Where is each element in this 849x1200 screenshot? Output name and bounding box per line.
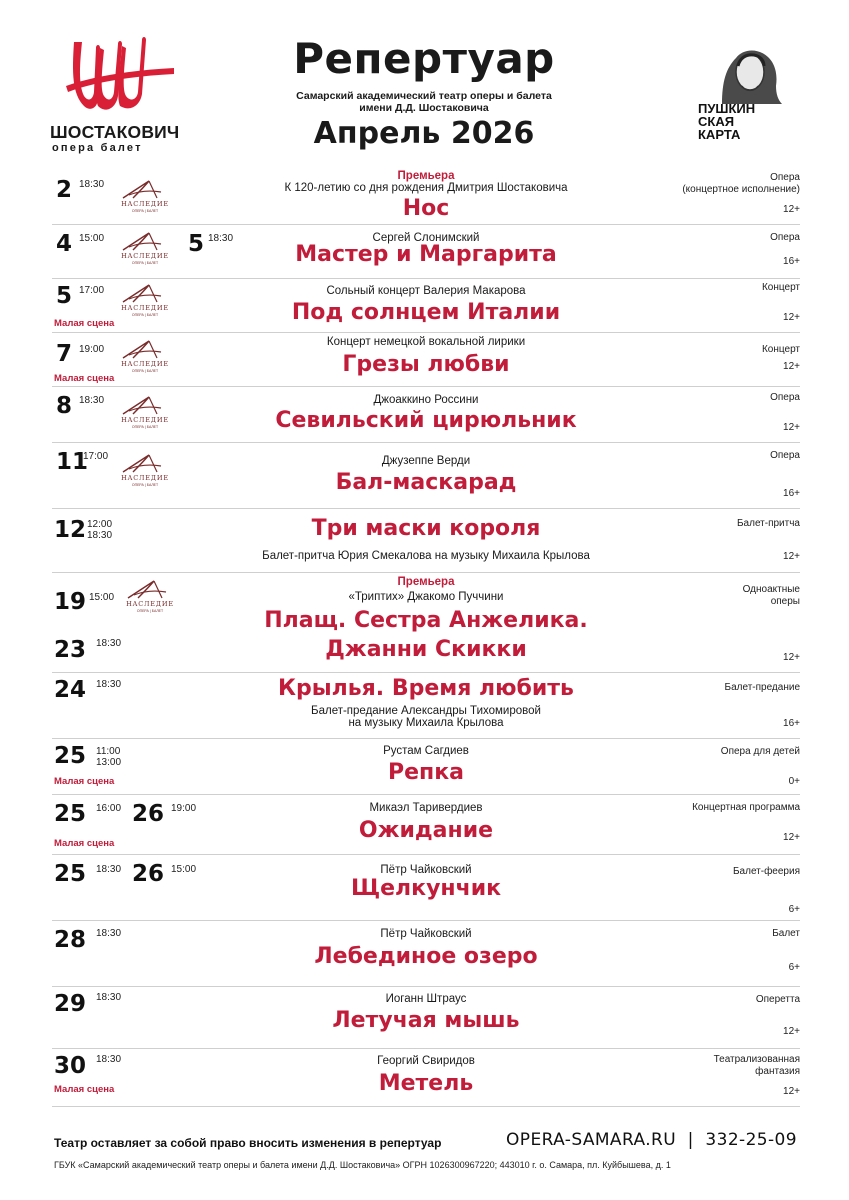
age-rating: 16+ [783, 488, 800, 499]
naslediye-triangle-icon [115, 178, 175, 200]
naslediye-logo: НАСЛЕДИЕ ОПЕРА | БАЛЕТ [115, 230, 175, 270]
event-day-b: 23 [54, 637, 87, 663]
event-title-line2: Джанни Скикки [325, 637, 527, 662]
event-time: 17:00 [79, 285, 105, 296]
event-genre: Концерт [761, 344, 800, 355]
event-genre: Оперетта [755, 994, 800, 1005]
event-day: 8 [56, 393, 73, 419]
event-title: Репка [387, 760, 465, 785]
event-day: 12 [54, 517, 87, 543]
small-stage-label: Малая сцена [54, 838, 115, 849]
event-day: 30 [54, 1053, 87, 1079]
event-row-8 [52, 672, 800, 739]
footer-disclaimer: Театр оставляет за собой право вносить изменения в репертуар [54, 1136, 442, 1150]
logo-name: ШОСТАКОВИЧ [50, 122, 180, 142]
pushkin-portrait-icon [692, 42, 804, 104]
event-time: 15:00 [79, 233, 105, 244]
age-rating: 12+ [783, 312, 800, 323]
event-title: Нос [402, 196, 450, 221]
event-genre: Опера [770, 450, 800, 461]
event-author: К 120-летию со дня рождения Дмитрия Шостаковича [284, 182, 568, 194]
event-note: Балет-притча Юрия Смекалова на музыку Михаила Крылова [262, 550, 590, 562]
event-row-0 [52, 170, 800, 225]
age-rating: 12+ [783, 551, 800, 562]
event-genre: Театрализованная фантазия [713, 1054, 800, 1077]
naslediye-triangle-icon [115, 230, 175, 252]
event-row-2 [52, 278, 800, 333]
event-time: 18:30 [96, 679, 122, 690]
naslediye-triangle-icon [115, 394, 175, 416]
event-row-11 [52, 854, 800, 921]
page-title: Репертуар [293, 34, 555, 83]
event-title: Щелкунчик [350, 876, 502, 901]
event-author: Микаэл Таривердиев [369, 802, 483, 814]
event-title: Плащ. Сестра Анжелика. [264, 608, 588, 633]
event-day: 25 [54, 861, 87, 887]
premiere-label: Премьера [397, 576, 455, 588]
age-rating: 0+ [788, 776, 800, 787]
event-title: Севильский цирюльник [275, 408, 577, 433]
event-time: 18:30 [96, 1054, 122, 1065]
event-day: 4 [56, 231, 73, 257]
age-rating: 6+ [788, 904, 800, 915]
event-genre: Балет [772, 928, 800, 939]
event-time: 12:00 18:30 [87, 519, 113, 541]
event-time: 19:00 [79, 344, 105, 355]
naslediye-logo: НАСЛЕДИЕ ОПЕРА | БАЛЕТ [115, 452, 175, 492]
event-genre: Концертная программа [692, 802, 800, 813]
event-day-2: 5 [188, 231, 205, 257]
naslediye-logo: НАСЛЕДИЕ ОПЕРА | БАЛЕТ [115, 282, 175, 322]
event-genre: Балет-притча [736, 518, 800, 529]
event-row-4 [52, 386, 800, 443]
small-stage-label: Малая сцена [54, 1084, 115, 1095]
event-day: 19 [54, 589, 87, 615]
event-day: 2 [56, 177, 73, 203]
event-title: Крылья. Время любить [278, 676, 574, 701]
event-time-2: 18:30 [208, 233, 234, 244]
event-row-12 [52, 920, 800, 987]
event-day: 28 [54, 927, 87, 953]
event-author: Джоаккино Россини [373, 394, 479, 406]
event-author: Рустам Сагдиев [383, 745, 469, 757]
event-note: Балет-предание Александры Тихомировой на музыку Михаила Крылова [311, 705, 541, 729]
naslediye-logo: НАСЛЕДИЕ ОПЕРА | БАЛЕТ [115, 338, 175, 378]
event-row-14 [52, 1048, 800, 1107]
event-row-5 [52, 442, 800, 509]
age-rating: 16+ [783, 718, 800, 729]
event-title: Под солнцем Италии [291, 300, 561, 325]
event-title: Бал-маскарад [335, 470, 517, 495]
event-row-7 [52, 572, 800, 673]
pushkin-card-logo [692, 42, 804, 146]
small-stage-label: Малая сцена [54, 373, 115, 384]
theatre-logo [50, 22, 190, 152]
sh-letter-logo-icon [64, 22, 176, 118]
naslediye-triangle-icon [115, 282, 175, 304]
naslediye-triangle-icon [115, 338, 175, 360]
event-genre: Опера для детей [720, 746, 800, 757]
event-time: 18:30 [96, 992, 122, 1003]
event-time-2: 15:00 [171, 864, 197, 875]
footer-contacts[interactable]: OPERA-SAMARA.RU | 332-25-09 [506, 1130, 797, 1150]
event-day: 5 [56, 283, 73, 309]
event-row-9 [52, 738, 800, 795]
logo-subtitle: опера балет [52, 142, 143, 154]
event-time: 16:00 [96, 803, 122, 814]
event-row-1 [52, 224, 800, 279]
premiere-label: Премьера [397, 170, 455, 182]
event-author: Джузеппе Верди [381, 455, 471, 467]
age-rating: 12+ [783, 422, 800, 433]
event-author: Георгий Свиридов [377, 1055, 475, 1067]
event-time: 15:00 [89, 592, 115, 603]
event-genre: Балет-предание [724, 682, 800, 693]
event-author: Пётр Чайковский [380, 928, 472, 940]
naslediye-triangle-icon [115, 452, 175, 474]
event-genre: Опера [770, 232, 800, 243]
event-day: 11 [56, 449, 89, 475]
event-row-13 [52, 986, 800, 1049]
event-row-3 [52, 332, 800, 387]
event-day-2: 26 [132, 861, 165, 887]
event-title: Лебединое озеро [314, 944, 538, 969]
event-title: Ожидание [358, 818, 494, 843]
event-time-b: 18:30 [96, 638, 122, 649]
age-rating: 12+ [783, 652, 800, 663]
event-genre: Опера (концертное исполнение) [682, 172, 800, 195]
event-genre: Одноактные оперы [742, 584, 800, 607]
naslediye-logo: НАСЛЕДИЕ ОПЕРА | БАЛЕТ [115, 178, 175, 218]
event-day: 25 [54, 801, 87, 827]
event-author: Сольный концерт Валерия Макарова [326, 285, 526, 297]
event-time: 18:30 [79, 179, 105, 190]
event-genre: Балет-феерия [732, 866, 800, 877]
event-author: Иоганн Штраус [385, 993, 467, 1005]
event-time: 18:30 [96, 928, 122, 939]
event-author: «Триптих» Джакомо Пуччини [348, 591, 504, 603]
small-stage-label: Малая сцена [54, 318, 115, 329]
event-author: Пётр Чайковский [380, 864, 472, 876]
event-time: 18:30 [96, 864, 122, 875]
naslediye-logo: НАСЛЕДИЕ ОПЕРА | БАЛЕТ [115, 394, 175, 434]
age-rating: 12+ [783, 361, 800, 372]
event-day: 29 [54, 991, 87, 1017]
age-rating: 16+ [783, 256, 800, 267]
event-time: 11:00 13:00 [96, 746, 122, 768]
event-day-2: 26 [132, 801, 165, 827]
event-genre: Концерт [761, 282, 800, 293]
event-title: Летучая мышь [332, 1008, 520, 1033]
age-rating: 6+ [788, 962, 800, 973]
month-title: Апрель 2026 [313, 116, 535, 151]
event-title: Мастер и Маргарита [295, 242, 557, 267]
event-time-2: 19:00 [171, 803, 197, 814]
pushkin-card-text: ПУШКИН СКАЯ КАРТА [698, 101, 756, 142]
event-time: 17:00 [83, 451, 109, 462]
event-day: 25 [54, 743, 87, 769]
event-day: 24 [54, 677, 87, 703]
event-title: Грезы любви [342, 352, 510, 377]
event-author: Концерт немецкой вокальной лирики [326, 336, 526, 348]
event-title: Метель [378, 1071, 474, 1096]
age-rating: 12+ [783, 1086, 800, 1097]
theatre-name: Самарский академический театр оперы и балета имени Д.Д. Шостаковича [296, 90, 552, 114]
age-rating: 12+ [783, 832, 800, 843]
age-rating: 12+ [783, 204, 800, 215]
naslediye-triangle-icon [120, 578, 180, 600]
event-row-10 [52, 794, 800, 855]
event-time: 18:30 [79, 395, 105, 406]
small-stage-label: Малая сцена [54, 776, 115, 787]
age-rating: 12+ [783, 1026, 800, 1037]
event-day: 7 [56, 341, 73, 367]
event-title: Три маски короля [311, 516, 541, 541]
naslediye-logo: НАСЛЕДИЕ ОПЕРА | БАЛЕТ [120, 578, 180, 618]
footer-legal: ГБУК «Самарский академический театр оперы и балета имени Д.Д. Шостаковича» ОГРН 1026300967220; 443010 г. о. Самара, пл. Куйбышева, д. 1 [54, 1160, 671, 1170]
event-author: Сергей Слонимский [372, 232, 480, 244]
event-genre: Опера [770, 392, 800, 403]
event-row-6 [52, 508, 800, 573]
